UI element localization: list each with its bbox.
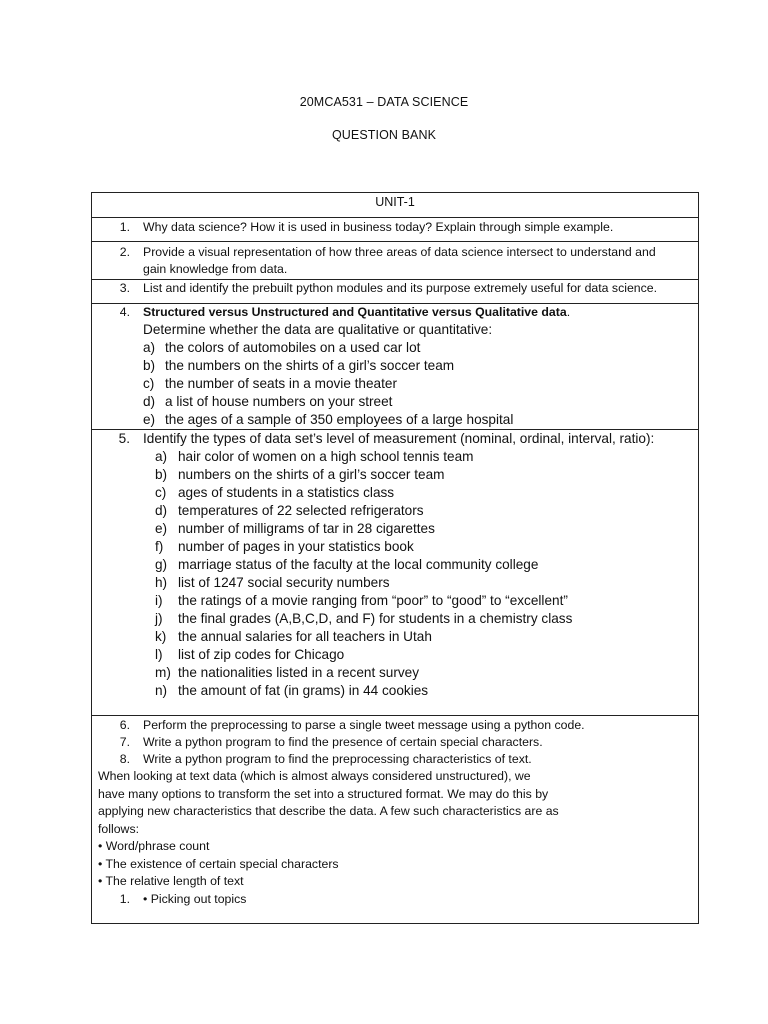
question-text: Write a python program to find the preprocessing characteristics of text.: [143, 752, 532, 766]
question-row-6-8: [92, 716, 698, 924]
sub-item-label: e): [155, 521, 168, 536]
question-text: Perform the preprocessing to parse a single tweet message using a python code.: [143, 718, 585, 732]
question-table: [91, 192, 699, 924]
sub-item-text: the ratings of a movie ranging from “poor” to “good” to “excellent”: [178, 593, 568, 608]
question-prompt: Determine whether the data are qualitative or quantitative:: [143, 322, 493, 337]
note-line: applying new characteristics that describe the data. A few such characteristics are as: [98, 804, 559, 818]
sub-item: [155, 556, 538, 574]
sub-item: [155, 520, 435, 538]
sub-item-text: hair color of women on a high school tennis team: [178, 449, 474, 464]
sub-item-label: n): [155, 683, 168, 698]
question-text-line1: Provide a visual representation of how three areas of data science intersect to understand and: [143, 245, 656, 259]
question-row-2: [92, 244, 698, 278]
sub-item: [155, 448, 473, 466]
question-row-4: [92, 304, 698, 429]
sub-item: [143, 411, 513, 429]
sub-item: [155, 664, 419, 682]
sub-item-text: numbers on the shirts of a girl’s soccer team: [178, 467, 445, 482]
sub-item-text: marriage status of the faculty at the local community college: [178, 557, 539, 572]
sub-item-label: c): [155, 485, 167, 500]
sub-item-label: i): [155, 593, 163, 608]
sub-item-text: the annual salaries for all teachers in Utah: [178, 629, 432, 644]
sub-item-text: the number of seats in a movie theater: [165, 376, 397, 391]
question-row-3: [92, 280, 698, 302]
sub-item-label: d): [143, 394, 156, 409]
question-text: Why data science? How it is used in business today? Explain through simple example.: [143, 220, 614, 234]
sub-item-text: list of 1247 social security numbers: [178, 575, 390, 590]
sub-item: [143, 393, 392, 411]
sub-item: [155, 610, 572, 628]
question-number: 7.: [119, 735, 130, 749]
sub-item-label: a): [143, 340, 156, 355]
note-line: have many options to transform the set into a structured format. We may do this by: [98, 787, 549, 801]
question-text-line2: gain knowledge from data.: [143, 262, 288, 276]
sub-item-label: h): [155, 575, 168, 590]
question-number: 1.: [119, 220, 130, 234]
question-number: 8.: [119, 752, 130, 766]
question-row-1: [92, 218, 698, 240]
question-number: 6.: [119, 718, 130, 732]
sub-item-label: k): [155, 629, 167, 644]
sub-item-text: number of pages in your statistics book: [178, 539, 414, 554]
sub-item: [155, 502, 424, 520]
question-text: List and identify the prebuilt python modules and its purpose extremely useful for data science.: [143, 281, 658, 295]
note-list-text: • Picking out topics: [143, 892, 247, 906]
sub-item-text: the nationalities listed in a recent survey: [178, 665, 420, 680]
question-number: 2.: [119, 245, 130, 259]
note-list-number: 1.: [119, 892, 130, 906]
question-prompt: Identify the types of data set’s level of measurement (nominal, ordinal, interval, ratio):: [143, 431, 655, 446]
question-bank-title: QUESTION BANK: [331, 128, 437, 142]
sub-item-label: b): [143, 358, 156, 373]
sub-item-label: c): [143, 376, 155, 391]
sub-item-text: the colors of automobiles on a used car lot: [165, 340, 421, 355]
sub-item: [155, 628, 432, 646]
question-title-end: .: [566, 305, 571, 319]
sub-item: [155, 646, 344, 664]
note-line: follows:: [98, 822, 140, 836]
row-divider: [92, 241, 698, 242]
note-bullet: • Word/phrase count: [98, 839, 210, 853]
note-bullet: • The existence of certain special characters: [98, 857, 339, 871]
question-number: 3.: [119, 281, 130, 295]
sub-item-text: the ages of a sample of 350 employees of a large hospital: [165, 412, 514, 427]
sub-item-label: j): [155, 611, 163, 626]
question-number: 4.: [119, 305, 130, 319]
sub-item-label: l): [155, 647, 163, 662]
sub-item-label: d): [155, 503, 168, 518]
sub-item-text: the amount of fat (in grams) in 44 cookies: [178, 683, 429, 698]
sub-item: [155, 538, 414, 556]
sub-item-text: ages of students in a statistics class: [178, 485, 395, 500]
sub-item-label: b): [155, 467, 168, 482]
question-number: 5.: [118, 431, 130, 446]
sub-item: [155, 682, 428, 700]
sub-item-text: a list of house numbers on your street: [165, 394, 393, 409]
unit-header: UNIT-1: [375, 195, 415, 209]
note-bullet: • The relative length of text: [98, 874, 244, 888]
sub-item-text: temperatures of 22 selected refrigerators: [178, 503, 424, 518]
question-title-bold: Structured versus Unstructured and Quantitative versus Qualitative data: [143, 305, 567, 319]
sub-item-text: the final grades (A,B,C,D, and F) for students in a chemistry class: [178, 611, 573, 626]
sub-item-text: list of zip codes for Chicago: [178, 647, 345, 662]
sub-item: [155, 484, 394, 502]
question-text: Write a python program to find the presence of certain special characters.: [143, 735, 543, 749]
sub-item-text: the numbers on the shirts of a girl’s soccer team: [165, 358, 455, 373]
sub-item-label: e): [143, 412, 156, 427]
sub-item-text: number of milligrams of tar in 28 cigarettes: [178, 521, 435, 536]
course-title: 20MCA531 – DATA SCIENCE: [299, 95, 469, 109]
sub-item: [155, 592, 568, 610]
question-row-5: [92, 430, 698, 715]
sub-item: [155, 466, 444, 484]
sub-item-label: g): [155, 557, 168, 572]
sub-item-label: a): [155, 449, 168, 464]
sub-item: [143, 357, 454, 375]
sub-item-label: m): [155, 665, 171, 680]
note-line: When looking at text data (which is almost always considered unstructured), we: [98, 769, 531, 783]
question-title: [143, 304, 686, 321]
sub-item: [143, 375, 397, 393]
sub-item: [143, 339, 420, 357]
sub-item-label: f): [155, 539, 164, 554]
sub-item: [155, 574, 390, 592]
